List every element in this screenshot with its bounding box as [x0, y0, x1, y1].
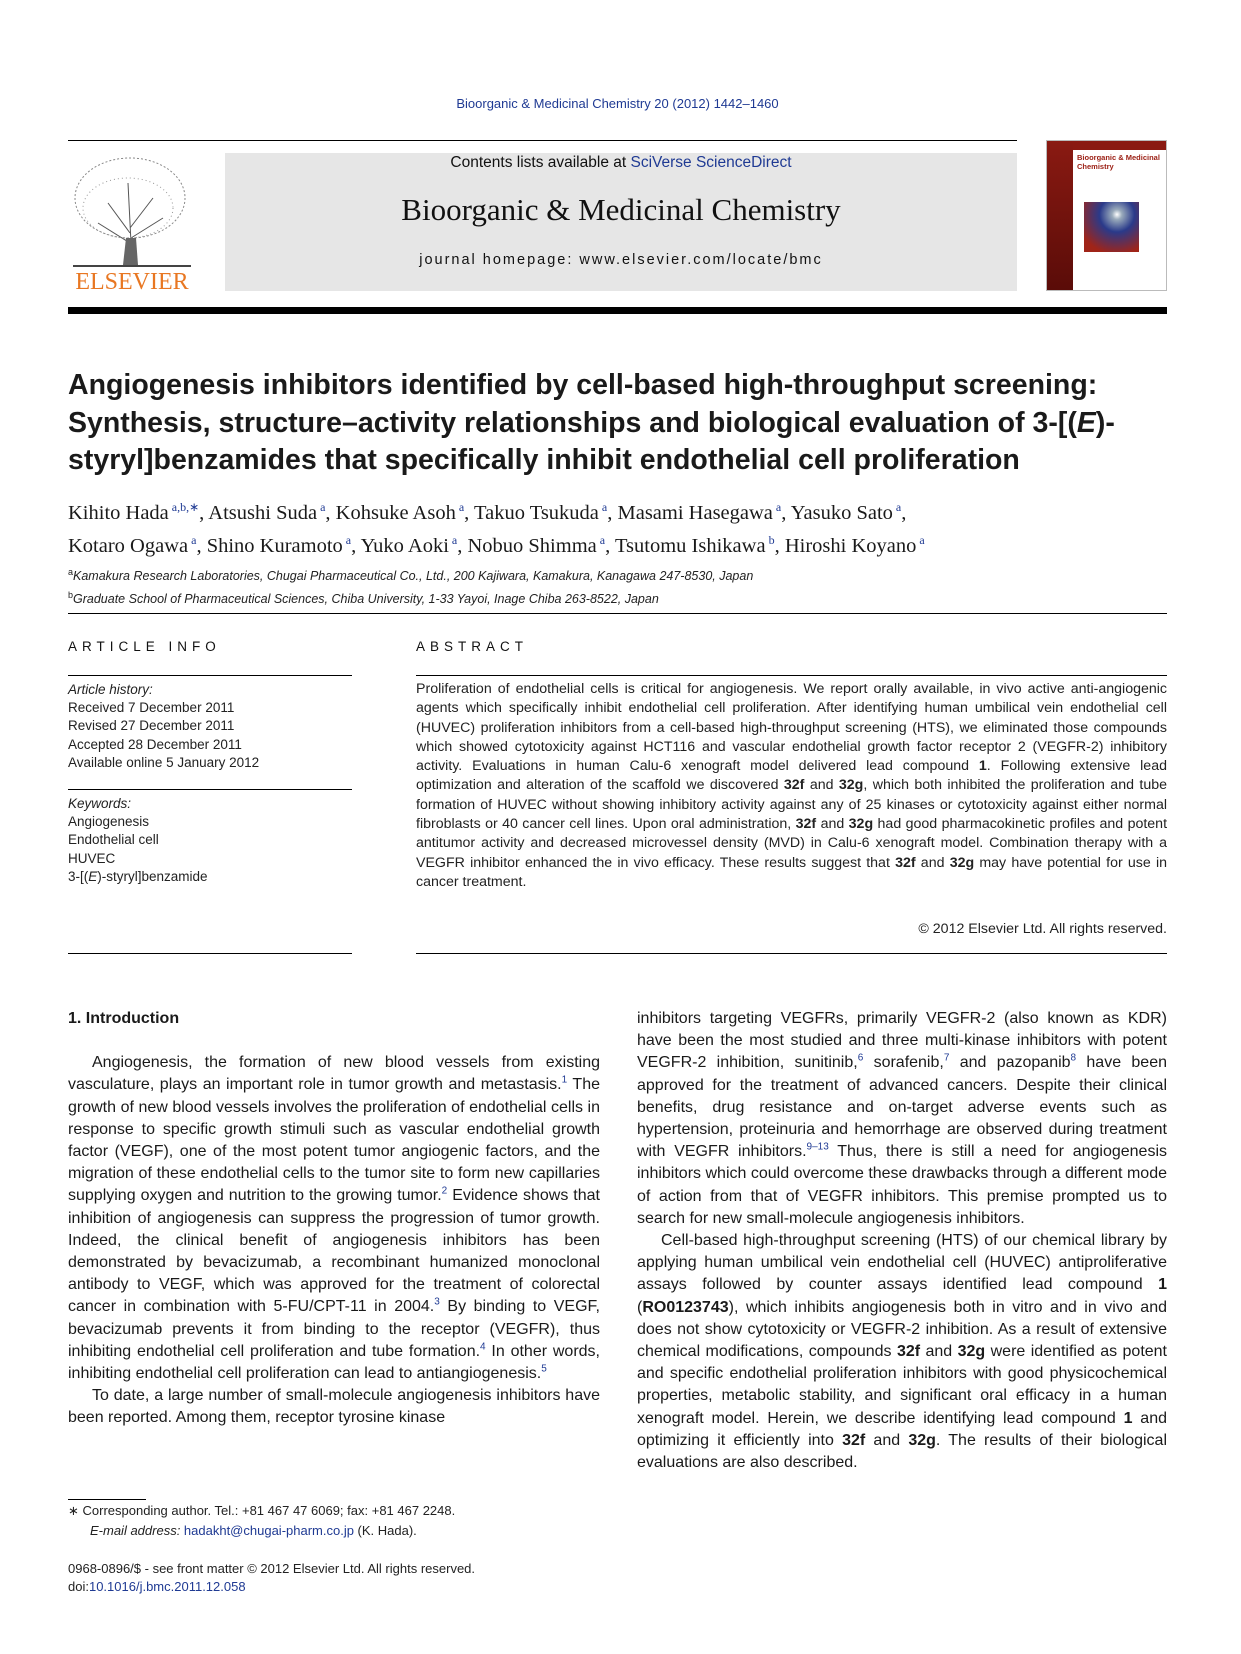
- citation-link[interactable]: 1: [561, 1075, 568, 1087]
- homepage-link[interactable]: www.elsevier.com/locate/bmc: [579, 252, 823, 268]
- publication-info: [68, 1560, 475, 1596]
- text: ), which inhibits angiogenesis both in vitro and in vivo and does not show cytotoxicity or VEGFR-2 inhibition. As a result of extensive chemical modifications, compounds: [637, 1298, 1167, 1361]
- affiliation: [68, 563, 753, 586]
- affiliation-marker[interactable]: a: [342, 532, 352, 547]
- author: [208, 502, 325, 524]
- cover-artwork: [1084, 202, 1139, 252]
- text: inhibitors targeting VEGFRs, primarily VEGFR-2 (also known as KDR) have been the most studied and three multi-kinase inhibitors with potent VEGFR-2 inhibition, sunitinib,: [637, 1010, 1167, 1072]
- abstract-text: [416, 680, 1167, 892]
- divider: [68, 953, 352, 954]
- compound-label: 32g: [908, 1431, 936, 1449]
- text: and optimizing it efficiently into: [637, 1409, 1168, 1449]
- compound-label: 32g: [949, 854, 975, 871]
- text: had good pharmacokinetic profiles and potent antitumor activity and decreased microvessel density (MVD) in Calu-6 xenograft model. Combination therapy with a VEGFR inhibitor enhanced the in vivo efficacy. These results suggest that: [416, 816, 1168, 871]
- paragraph: [637, 1230, 1167, 1474]
- compound-label: 32f: [783, 777, 805, 794]
- citation-link[interactable]: 5: [541, 1363, 547, 1375]
- cover-spine: [1047, 141, 1073, 290]
- author-name: Yasuko Sato: [790, 501, 893, 524]
- keyword: Endothelial cell: [68, 832, 159, 848]
- citation-link[interactable]: 2: [441, 1186, 448, 1198]
- text: , which both inhibited the proliferation and tube formation of HUVEC without showing inhibitory activity against any of 25 kinases or cytotoxicity against either normal fibroblasts or 40 cancer cell lines. Upon oral administration,: [416, 777, 1167, 833]
- section-heading: 1. Introduction: [68, 1010, 180, 1027]
- affiliation-marker[interactable]: a: [772, 500, 782, 514]
- text: and pazopanib: [949, 1054, 1071, 1072]
- history-item: Received 7 December 2011: [68, 700, 235, 716]
- compound-label: 32g: [848, 816, 874, 833]
- author: [614, 532, 775, 557]
- author-name: Hiroshi Koyano: [784, 534, 917, 557]
- text: . Following extensive lead optimization and alteration of the scaffold we discovered: [416, 758, 1167, 794]
- compound-label: 32f: [795, 816, 817, 833]
- affiliation-marker[interactable]: a: [455, 500, 465, 514]
- article-title: Angiogenesis inhibitors identified by cell-based high-throughput screening: Synthesis, structure–activity relationships and biological evaluation of 3-[(E)-styryl]benzamides that specifically inhibit endothelial cell proliferation: [68, 369, 1115, 476]
- text: and: [816, 816, 849, 833]
- author: [791, 502, 901, 524]
- author-name: Nobuo Shimma: [467, 534, 597, 557]
- contents-text: Contents lists available at: [450, 154, 631, 171]
- author-name: Kihito Hada: [68, 501, 169, 524]
- author-name: Kotaro Ogawa: [68, 534, 189, 557]
- author: [784, 532, 925, 557]
- cover-title: Bioorganic & Medicinal Chemistry: [1077, 153, 1160, 171]
- author: [474, 502, 607, 524]
- author: [206, 532, 352, 557]
- citation-link[interactable]: 8: [1070, 1053, 1077, 1065]
- text: . The results of their biological evaluations are also described.: [637, 1431, 1167, 1472]
- text: may have potential for use in cancer treatment.: [416, 854, 1167, 890]
- article-history: [68, 681, 259, 772]
- affiliation-marker[interactable]: a: [892, 500, 902, 514]
- text: Thus, there is still a need for angiogenesis inhibitors which could overcome these drawbacks through a different mode of action from that of VEGFR inhibitors. This premise prompted us to search for new small-molecule angiogenesis inhibitors.: [637, 1143, 1168, 1227]
- author-name: Masami Hasegawa: [617, 501, 773, 524]
- text: In other words, inhibiting endothelial cell proliferation can lead to antiangiogenesis.: [68, 1342, 600, 1383]
- author-name: Yuko Aoki: [360, 534, 449, 557]
- affiliation-text: Graduate School of Pharmaceutical Sciences, Chiba University, 1-33 Yayoi, Inage Chiba 263-8522, Japan: [73, 592, 659, 607]
- history-label: Article history:: [68, 682, 153, 697]
- compound-label: 32f: [895, 854, 916, 871]
- body-right-column: [637, 1008, 1167, 1474]
- article-info-heading: ARTICLE INFO: [68, 639, 221, 654]
- affiliation-marker[interactable]: b: [765, 532, 775, 547]
- history-item: Revised 27 December 2011: [68, 718, 235, 734]
- email-label: E-mail address:: [90, 1523, 184, 1538]
- elsevier-logo[interactable]: [68, 153, 196, 293]
- journal-banner: [225, 153, 1017, 291]
- author: [467, 532, 606, 557]
- journal-cover-image[interactable]: [1046, 140, 1167, 291]
- divider: [68, 613, 1167, 614]
- homepage-label: journal homepage:: [419, 252, 580, 268]
- author: [68, 502, 199, 524]
- affiliation-marker[interactable]: a,b,∗: [168, 500, 200, 514]
- keywords-label: Keywords:: [68, 796, 132, 811]
- text: and: [920, 1343, 958, 1361]
- divider: [68, 140, 1017, 141]
- keyword: Angiogenesis: [68, 814, 150, 830]
- divider: [68, 789, 352, 790]
- journal-reference[interactable]: Bioorganic & Medicinal Chemistry 20 (2012) 1442–1460: [456, 96, 779, 111]
- author: [336, 502, 465, 524]
- affiliation-marker: b: [68, 590, 74, 601]
- text: sorafenib,: [863, 1054, 944, 1072]
- text: Proliferation of endothelial cells is critical for angiogenesis. We report orally available, in vivo active anti-angiogenic agents which specifically inhibit endothelial cell proliferation. After identifying human umbilical vein endothelial cell (HUVEC) proliferation inhibitors from a cell-based high-throughput screening (HTS), we eliminated those compounds which showed cytotoxicity against HCT116 and vascular endothelial growth factor receptor 2 (VEGFR-2) inhibitory activity. Evaluations in human Calu-6 xenograft model delivered lead compound: [416, 681, 1167, 775]
- compound-label: 1: [1158, 1276, 1167, 1294]
- compound-label: 1: [978, 758, 987, 775]
- doi-label: doi:: [68, 1579, 89, 1594]
- author-name: Shino Kuramoto: [206, 534, 343, 557]
- affiliation-marker[interactable]: a: [317, 500, 326, 514]
- footnote-divider: [68, 1499, 146, 1500]
- text: have been approved for the treatment of advanced cancers. Despite their clinical benefits, drug resistance and on-target adverse events such as hypertension, proteinuria and hemorrhage are observed during treatment with VEGFR inhibitors.: [637, 1054, 1167, 1161]
- affiliation-marker[interactable]: a: [188, 532, 197, 547]
- paragraph: [68, 1052, 600, 1385]
- body-left-column: [68, 1008, 600, 1430]
- affiliation: [68, 586, 753, 609]
- compound-label: 32g: [957, 1343, 986, 1361]
- text: were identified as potent and specific endothelial proliferation inhibitors with good physicochemical properties, metabolic stability, and significant oral efficacy in a human xenograft model. Herein, we describe identifying lead compound: [637, 1343, 1168, 1427]
- citation-link[interactable]: 6: [857, 1053, 864, 1065]
- corresponding-author: ∗ Corresponding author. Tel.: +81 467 47 6069; fax: +81 467 2248.: [68, 1503, 456, 1518]
- author: [618, 502, 782, 524]
- author: [68, 532, 197, 557]
- elsevier-wordmark: ELSEVIER: [75, 269, 189, 293]
- compound-label: 1: [1123, 1409, 1133, 1427]
- author: [360, 532, 458, 557]
- sciencedirect-link[interactable]: SciVerse ScienceDirect: [630, 154, 792, 171]
- text: and: [804, 777, 839, 794]
- issn-line: 0968-0896/$ - see front matter © 2012 Elsevier Ltd. All rights reserved.: [68, 1561, 476, 1576]
- citation-link[interactable]: 9–13: [806, 1141, 829, 1153]
- citation-link[interactable]: 3: [434, 1297, 440, 1309]
- text: and: [915, 854, 950, 871]
- affiliation-marker[interactable]: a: [596, 532, 606, 547]
- footnote: [68, 1501, 455, 1541]
- compound-label: 32g: [838, 777, 864, 794]
- text: Angiogenesis, the formation of new blood vessels from existing vasculature, plays an important role in tumor growth and metastasis.: [68, 1054, 600, 1094]
- affiliation-text: Kamakura Research Laboratories, Chugai Pharmaceutical Co., Ltd., 200 Kajiwara, Kamakura, Kanagawa 247-8530, Japan: [73, 569, 754, 584]
- keyword: HUVEC: [68, 850, 116, 866]
- author-name: Kohsuke Asoh: [335, 501, 456, 524]
- doi-link[interactable]: 10.1016/j.bmc.2011.12.058: [88, 1579, 246, 1594]
- affiliation-marker[interactable]: a: [598, 500, 608, 514]
- paragraph: [637, 1008, 1167, 1230]
- elsevier-tree-icon: [68, 153, 196, 293]
- email-suffix: (K. Hada).: [353, 1523, 417, 1538]
- text: Evidence shows that inhibition of angiogenesis can suppress the progression of tumor growth. Indeed, the clinical benefit of angiogenesis inhibitors has been demonstrated by bevacizumab, a recombinant humanized monoclonal antibody to VEGF, which was approved for the treatment of colorectal cancer in combination with 5-FU/CPT-11 in 2004.: [68, 1187, 600, 1316]
- compound-label: 32f: [842, 1431, 866, 1449]
- history-item: Available online 5 January 2012: [68, 754, 260, 770]
- text: By binding to VEGF, bevacizumab prevents it from binding to the receptor (VEGFR), thus inhibiting endothelial cell proliferation and tube formation.: [68, 1298, 600, 1360]
- author-list: Kihito Hada $^{a,b,∗}$, Atsushi Suda $^a$, Kohsuke Asoh $^a$, Takuo Tsukuda $^a$, Masami Hasegawa $^a$, Yasuko Sato $^a$, Kotaro Ogawa $^a$, Shino Kuramoto $^a$, Yuko Aoki $^a$, Nobuo Shimma $^a$, Tsutomu Ishikawa $^b$, Hiroshi Koyano $^a$: [68, 500, 925, 557]
- cover-band: [1073, 141, 1166, 150]
- compound-label: RO0123743: [642, 1298, 729, 1316]
- abstract-heading: ABSTRACT: [416, 639, 529, 654]
- author-name: Atsushi Suda: [208, 501, 318, 524]
- affiliations: [68, 563, 753, 609]
- history-item: Accepted 28 December 2011: [68, 736, 242, 752]
- header-bar: [68, 307, 1167, 314]
- affiliation-marker: a: [68, 567, 74, 577]
- journal-title: Bioorganic & Medicinal Chemistry: [401, 192, 841, 227]
- author-name: Tsutomu Ishikawa: [614, 534, 766, 557]
- text: (: [637, 1298, 643, 1316]
- keyword: 3-[(E)-styryl]benzamide: [68, 868, 208, 884]
- author-name: Takuo Tsukuda: [474, 501, 599, 524]
- paragraph: [68, 1385, 600, 1429]
- affiliation-marker[interactable]: a: [448, 532, 458, 547]
- homepage-line: [225, 252, 1017, 268]
- divider: [416, 675, 1167, 676]
- text: and: [865, 1431, 909, 1449]
- affiliation-marker[interactable]: a: [916, 532, 925, 547]
- citation-link[interactable]: 7: [943, 1053, 950, 1065]
- text: Cell-based high-throughput screening (HTS) of our chemical library by applying human umbilical vein endothelial cell (HUVEC) antiproliferative assays followed by counter assays identified lead compound: [637, 1232, 1167, 1294]
- text: The growth of new blood vessels involves the proliferation of endothelial cells in response to specific growth stimuli such as vascular endothelial growth factor (VEGF), one of the most potent tumor angiogenic factors, and the migration of these endothelial cells to the tumor site to form new capillaries supplying oxygen and nutrition to the growing tumor.: [68, 1076, 601, 1205]
- contents-line: [225, 154, 1017, 172]
- email-link[interactable]: hadakht@chugai-pharm.co.jp: [183, 1523, 354, 1538]
- divider: [416, 953, 1167, 954]
- compound-label: 32f: [896, 1343, 921, 1361]
- citation-link[interactable]: 4: [480, 1341, 486, 1353]
- divider: [68, 675, 352, 676]
- text: To date, a large number of small-molecule angiogenesis inhibitors have been reported. Among them, receptor tyrosine kinase: [68, 1387, 600, 1427]
- keywords: [68, 795, 208, 886]
- copyright: © 2012 Elsevier Ltd. All rights reserved.: [918, 921, 1167, 937]
